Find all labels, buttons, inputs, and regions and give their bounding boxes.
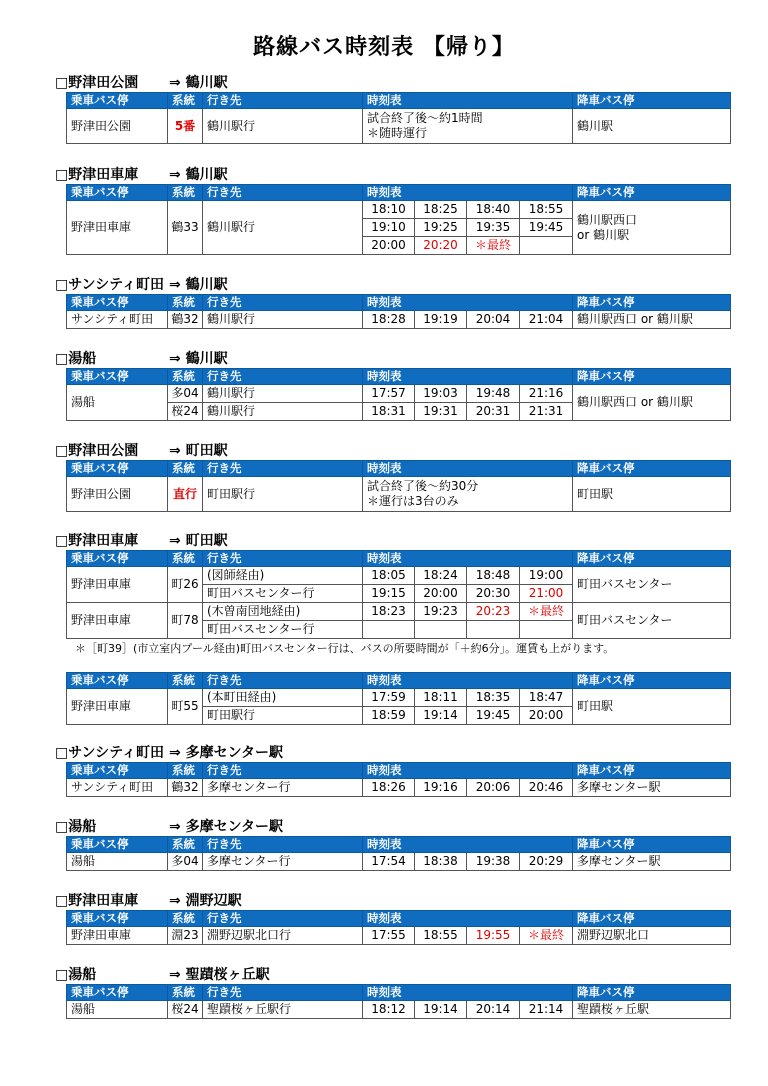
departure-time: 18:47 [520,689,573,707]
departure-time: 18:35 [467,689,520,707]
section-origin: □野津田車庫 [55,533,139,549]
departure-time: 19:16 [415,779,467,797]
departure-time: 18:25 [415,201,467,219]
via-route: (図師経由) [203,567,363,585]
alighting-stop: 鶴川駅 [573,109,731,144]
departure-time: 20:46 [520,779,573,797]
boarding-stop: 野津田公園 [67,109,168,144]
alighting-stop: 多摩センター駅 [573,853,731,871]
departure-time: 21:31 [520,403,573,421]
boarding-stop: 湯船 [67,385,168,421]
departure-time: 20:31 [467,403,520,421]
departure-time: 18:48 [467,567,520,585]
table-row [67,853,731,871]
departure-time: 21:14 [520,1001,573,1019]
header-row: 乗車バス停 系統 行き先 時刻表 降車バス停 [67,673,731,689]
alighting-stop: 聖蹟桜ヶ丘駅 [573,1001,731,1019]
departure-time: 18:38 [415,853,467,871]
departure-time: 20:06 [467,779,520,797]
boarding-stop: 野津田公園 [67,477,168,512]
header-row: 乗車バス停 系統 行き先 時刻表 降車バス停 [67,911,731,927]
header-row: 乗車バス停 系統 行き先 時刻表 降車バス停 [67,369,731,385]
page-title: 路線バス時刻表 【帰り】 [253,35,515,60]
departure-time: 19:14 [415,707,467,725]
section-destination: ⇒ 町田駅 [169,443,228,459]
header-row: 乗車バス停 系統 行き先 時刻表 降車バス停 [67,93,731,109]
departure-time: 19:23 [415,603,467,621]
boarding-stop: サンシティ町田 [67,779,168,797]
timetable [66,910,731,945]
departure-time: 19:15 [363,585,415,603]
table-row [67,109,731,144]
via-route: (本町田経由) [203,689,363,707]
last-bus-mark: ＊最終 [520,603,573,621]
section-origin: □サンシティ町田 [55,745,165,761]
departure-time-last: 19:55 [467,927,520,945]
destination: 町田駅行 [203,707,363,725]
departure-time-last: 20:20 [415,237,467,255]
section-origin: □野津田公園 [55,443,139,459]
timetable [66,184,731,255]
header-row: 乗車バス停 系統 行き先 時刻表 降車バス停 [67,461,731,477]
alighting-stop: 町田駅 [573,689,731,725]
departure-time: 17:59 [363,689,415,707]
section-destination: ⇒ 鶴川駅 [169,277,228,293]
alighting-stop: 鶴川駅西口 or 鶴川駅 [573,385,731,421]
destination: 鶴川駅行 [203,109,363,144]
route-number: 町78 [168,603,203,639]
departure-time: 20:00 [363,237,415,255]
table-row [67,779,731,797]
departure-time: 17:55 [363,927,415,945]
departure-time: 18:10 [363,201,415,219]
table-row [67,311,731,329]
header-row: 乗車バス停 系統 行き先 時刻表 降車バス停 [67,763,731,779]
departure-time: 18:28 [363,311,415,329]
departure-time: 19:45 [520,219,573,237]
route-number: 多04 [168,385,203,403]
boarding-stop: 野津田車庫 [67,603,168,639]
section-destination: ⇒ 町田駅 [169,533,228,549]
boarding-stop: 湯船 [67,853,168,871]
section-destination: ⇒ 鶴川駅 [169,351,228,367]
section-destination: ⇒ 多摩センター駅 [169,819,284,835]
table-row [67,477,731,512]
departure-time: 20:00 [520,707,573,725]
route-number: 淵23 [168,927,203,945]
alighting-stop: 淵野辺駅北口 [573,927,731,945]
section-origin: □サンシティ町田 [55,277,165,293]
departure-time: 19:03 [415,385,467,403]
timetable [66,984,731,1019]
section-origin: □湯船 [55,967,97,983]
destination: 多摩センター行 [203,779,363,797]
section-yubune-tsurukawa [55,350,720,421]
boarding-stop: 野津田車庫 [67,927,168,945]
timetable [66,92,731,144]
table-row [67,689,731,707]
schedule-note: 試合終了後～約30分 ＊運行は3台のみ [363,477,573,512]
section-destination: ⇒ 淵野辺駅 [169,893,242,909]
route-number: 多04 [168,853,203,871]
route-number: 町55 [168,689,203,725]
route-number: 桜24 [168,403,203,421]
departure-time [520,237,573,255]
section-yubune-tama-center [55,818,720,871]
destination: 鶴川駅行 [203,403,363,421]
header-row: 乗車バス停 系統 行き先 時刻表 降車バス停 [67,551,731,567]
last-bus-mark: ＊最終 [467,237,520,255]
boarding-stop: 野津田車庫 [67,567,168,603]
header-row: 乗車バス停 系統 行き先 時刻表 降車バス停 [67,295,731,311]
departure-time: 20:04 [467,311,520,329]
alighting-stop: 鶴川駅西口 or 鶴川駅 [573,311,731,329]
via-route: (木曽南団地経由) [203,603,363,621]
destination: 聖蹟桜ヶ丘駅行 [203,1001,363,1019]
section-origin: □湯船 [55,819,97,835]
destination: 町田バスセンター行 [203,585,363,603]
section-origin: □湯船 [55,351,97,367]
section-nozuta-park-tsurukawa [55,74,720,144]
route-number: 鶴32 [168,311,203,329]
destination: 鶴川駅行 [203,201,363,255]
departure-time-last: 21:00 [520,585,573,603]
section-yubune-seiseki [55,966,720,1019]
schedule-note: 試合終了後～約1時間 ＊随時運行 [363,109,573,144]
destination: 町田バスセンター行 [203,621,363,639]
route-number: 鶴32 [168,779,203,797]
departure-time-last: 20:23 [467,603,520,621]
route-number: 鶴33 [168,201,203,255]
section-suncity-tama-center [55,744,720,797]
departure-time: 19:10 [363,219,415,237]
section-nozuta-depot-fuchinobe [55,892,720,945]
section-origin: □野津田車庫 [55,893,139,909]
route-number: 5番 [168,109,203,144]
timetable [66,294,731,329]
departure-time: 17:54 [363,853,415,871]
departure-time: 19:25 [415,219,467,237]
section-nozuta-park-machida [55,442,720,512]
departure-time: 18:24 [415,567,467,585]
destination: 町田駅行 [203,477,363,512]
departure-time: 20:29 [520,853,573,871]
section-destination: ⇒ 鶴川駅 [169,75,228,91]
departure-time: 18:11 [415,689,467,707]
section-suncity-tsurukawa [55,276,720,329]
departure-time: 18:12 [363,1001,415,1019]
header-row: 乗車バス停 系統 行き先 時刻表 降車バス停 [67,985,731,1001]
departure-time: 17:57 [363,385,415,403]
timetable [66,550,731,639]
section-nozuta-depot-tsurukawa [55,166,720,255]
section-nozuta-depot-machida-honmachida [55,672,720,725]
alighting-stop: 町田バスセンター [573,567,731,603]
route-number: 直行 [168,477,203,512]
boarding-stop: 野津田車庫 [67,689,168,725]
route-number: 町26 [168,567,203,603]
departure-time: 19:38 [467,853,520,871]
departure-time: 18:40 [467,201,520,219]
last-bus-mark: ＊最終 [520,927,573,945]
departure-time: 20:14 [467,1001,520,1019]
timetable [66,368,731,421]
section-destination: ⇒ 鶴川駅 [169,167,228,183]
departure-time: 18:05 [363,567,415,585]
departure-time: 18:23 [363,603,415,621]
table-row [67,385,731,403]
footnote: ＊［町39］(市立室内プール経由)町田バスセンター行は、バスの所要時間が「＋約6分」。運賃も上がります。 [75,642,615,655]
departure-time: 19:35 [467,219,520,237]
departure-time: 18:26 [363,779,415,797]
section-destination: ⇒ 多摩センター駅 [169,745,284,761]
alighting-stop: 鶴川駅西口 or 鶴川駅 [573,201,731,255]
route-number: 桜24 [168,1001,203,1019]
timetable [66,836,731,871]
departure-time: 19:14 [415,1001,467,1019]
table-row [67,927,731,945]
table-row [67,603,731,621]
timetable [66,460,731,512]
destination: 鶴川駅行 [203,311,363,329]
alighting-stop: 町田駅 [573,477,731,512]
timetable [66,762,731,797]
timetable [66,672,731,725]
departure-time: 20:30 [467,585,520,603]
header-row: 乗車バス停 系統 行き先 時刻表 降車バス停 [67,185,731,201]
departure-time: 19:19 [415,311,467,329]
departure-time: 18:55 [520,201,573,219]
departure-time: 19:48 [467,385,520,403]
section-origin: □野津田車庫 [55,167,139,183]
section-nozuta-depot-machida [55,532,720,659]
boarding-stop: 野津田車庫 [67,201,168,255]
destination: 多摩センター行 [203,853,363,871]
alighting-stop: 多摩センター駅 [573,779,731,797]
departure-time: 20:00 [415,585,467,603]
boarding-stop: 湯船 [67,1001,168,1019]
departure-time: 21:16 [520,385,573,403]
table-row [67,567,731,585]
section-origin: □野津田公園 [55,75,139,91]
departure-time: 18:59 [363,707,415,725]
header-row: 乗車バス停 系統 行き先 時刻表 降車バス停 [67,837,731,853]
table-row [67,1001,731,1019]
section-destination: ⇒ 聖蹟桜ヶ丘駅 [169,967,270,983]
departure-time: 19:31 [415,403,467,421]
departure-time: 18:31 [363,403,415,421]
table-row [67,201,731,219]
departure-time: 18:55 [415,927,467,945]
boarding-stop: サンシティ町田 [67,311,168,329]
departure-time: 21:04 [520,311,573,329]
departure-time: 19:45 [467,707,520,725]
destination: 鶴川駅行 [203,385,363,403]
destination: 淵野辺駅北口行 [203,927,363,945]
alighting-stop: 町田バスセンター [573,603,731,639]
departure-time: 19:00 [520,567,573,585]
